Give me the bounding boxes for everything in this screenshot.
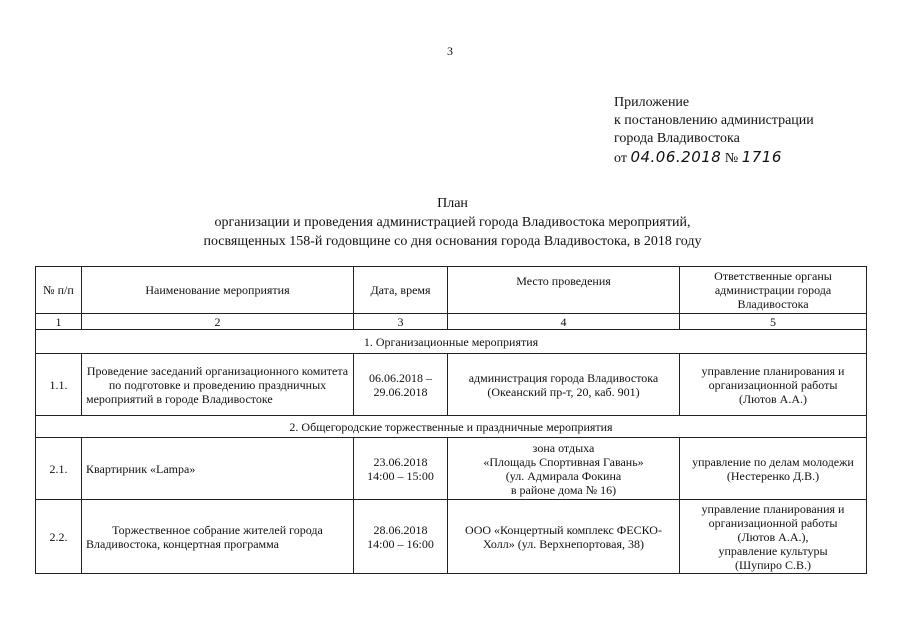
responsible-line: управление по делам молодежи	[692, 454, 854, 469]
responsible-line: организационной работы	[708, 377, 838, 392]
appendix-line-4	[614, 148, 814, 168]
appendix-date-prefix: от	[614, 151, 627, 166]
row-responsible	[680, 438, 867, 500]
plan-title-line-2: организации и проведения администрацией города Владивостока мероприятий,	[214, 215, 691, 230]
responsible-line: организационной работы	[708, 515, 838, 530]
date-line: 29.06.2018	[373, 384, 428, 399]
appendix-line-2: к постановлению администрации	[614, 113, 814, 128]
handwritten-date: 04.06.2018	[630, 148, 722, 166]
table-row	[36, 500, 867, 574]
header-name: Наименование мероприятия	[82, 267, 354, 314]
section-title: 1. Организационные мероприятия	[36, 330, 867, 354]
responsible-line: (Лютов А.А.),	[737, 529, 809, 544]
row-name: Квартирник «Lampa»	[82, 438, 354, 500]
header-row	[36, 267, 867, 314]
column-number: 4	[448, 314, 680, 330]
responsible-line: (Лютов А.А.)	[738, 391, 808, 406]
header-num: № п/п	[36, 267, 82, 314]
responsible-line: управление культуры	[718, 543, 828, 558]
row-num: 2.2.	[36, 500, 82, 574]
date-line: 06.06.2018 –	[369, 370, 432, 385]
header-place: Место проведения	[448, 267, 680, 314]
section-row	[36, 416, 867, 438]
row-date	[354, 438, 448, 500]
place-line: в районе дома № 16)	[510, 482, 617, 497]
number-sign: №	[724, 151, 739, 166]
appendix-line-1: Приложение	[614, 95, 690, 110]
header-responsible: Ответственные органы администрации города Владивостока	[680, 267, 867, 314]
column-number: 2	[82, 314, 354, 330]
row-place	[448, 354, 680, 416]
row-num: 1.1.	[36, 354, 82, 416]
date-line: 28.06.2018	[373, 522, 428, 537]
responsible-line: (Шупиро С.В.)	[735, 557, 811, 572]
responsible-line: управление планирования и	[701, 363, 845, 378]
row-num: 2.1.	[36, 438, 82, 500]
plan-title	[0, 194, 905, 251]
row-place	[448, 500, 680, 574]
place-line: Холл» (ул. Верхнепортовая, 38)	[483, 536, 644, 551]
row-place	[448, 438, 680, 500]
handwritten-number: 1716	[741, 148, 782, 166]
place-line: (ул. Адмирала Фокина	[505, 468, 622, 483]
section-title: 2. Общегородские торжественные и праздничные мероприятия	[36, 416, 867, 438]
column-number: 5	[680, 314, 867, 330]
responsible-line: (Нестеренко Д.В.)	[726, 468, 820, 483]
table-row	[36, 438, 867, 500]
row-name: Проведение заседаний организационного комитета по подготовке и проведению праздничных мероприятий в городе Владивостоке	[82, 354, 354, 416]
column-number: 3	[354, 314, 448, 330]
place-line: администрация города Владивостока	[468, 370, 659, 385]
section-row	[36, 330, 867, 354]
place-line: «Площадь Спортивная Гавань»	[483, 454, 644, 469]
place-line: ООО «Концертный комплекс ФЕСКО-	[465, 522, 662, 537]
date-line: 14:00 – 15:00	[367, 468, 434, 483]
header-date: Дата, время	[354, 267, 448, 314]
date-line: 14:00 – 16:00	[367, 536, 434, 551]
place-line: (Океанский пр-т, 20, каб. 901)	[487, 384, 640, 399]
row-date	[354, 500, 448, 574]
row-date	[354, 354, 448, 416]
plan-title-line-1: План	[437, 196, 468, 211]
place-line: зона отдыха	[532, 440, 595, 455]
row-responsible	[680, 354, 867, 416]
responsible-line: управление планирования и	[701, 501, 845, 516]
table-row	[36, 354, 867, 416]
date-line: 23.06.2018	[373, 454, 428, 469]
column-number: 1	[36, 314, 82, 330]
row-name: Торжественное собрание жителей города Владивостока, концертная программа	[82, 500, 354, 574]
appendix-line-3: города Владивостока	[614, 131, 740, 146]
plan-title-line-3: посвященных 158-й годовщине со дня основания города Владивостока, в 2018 году	[203, 234, 702, 249]
row-responsible	[680, 500, 867, 574]
events-table	[35, 266, 867, 574]
page-number: 3	[447, 44, 453, 58]
column-numbers-row	[36, 314, 867, 330]
appendix-block	[614, 94, 814, 168]
